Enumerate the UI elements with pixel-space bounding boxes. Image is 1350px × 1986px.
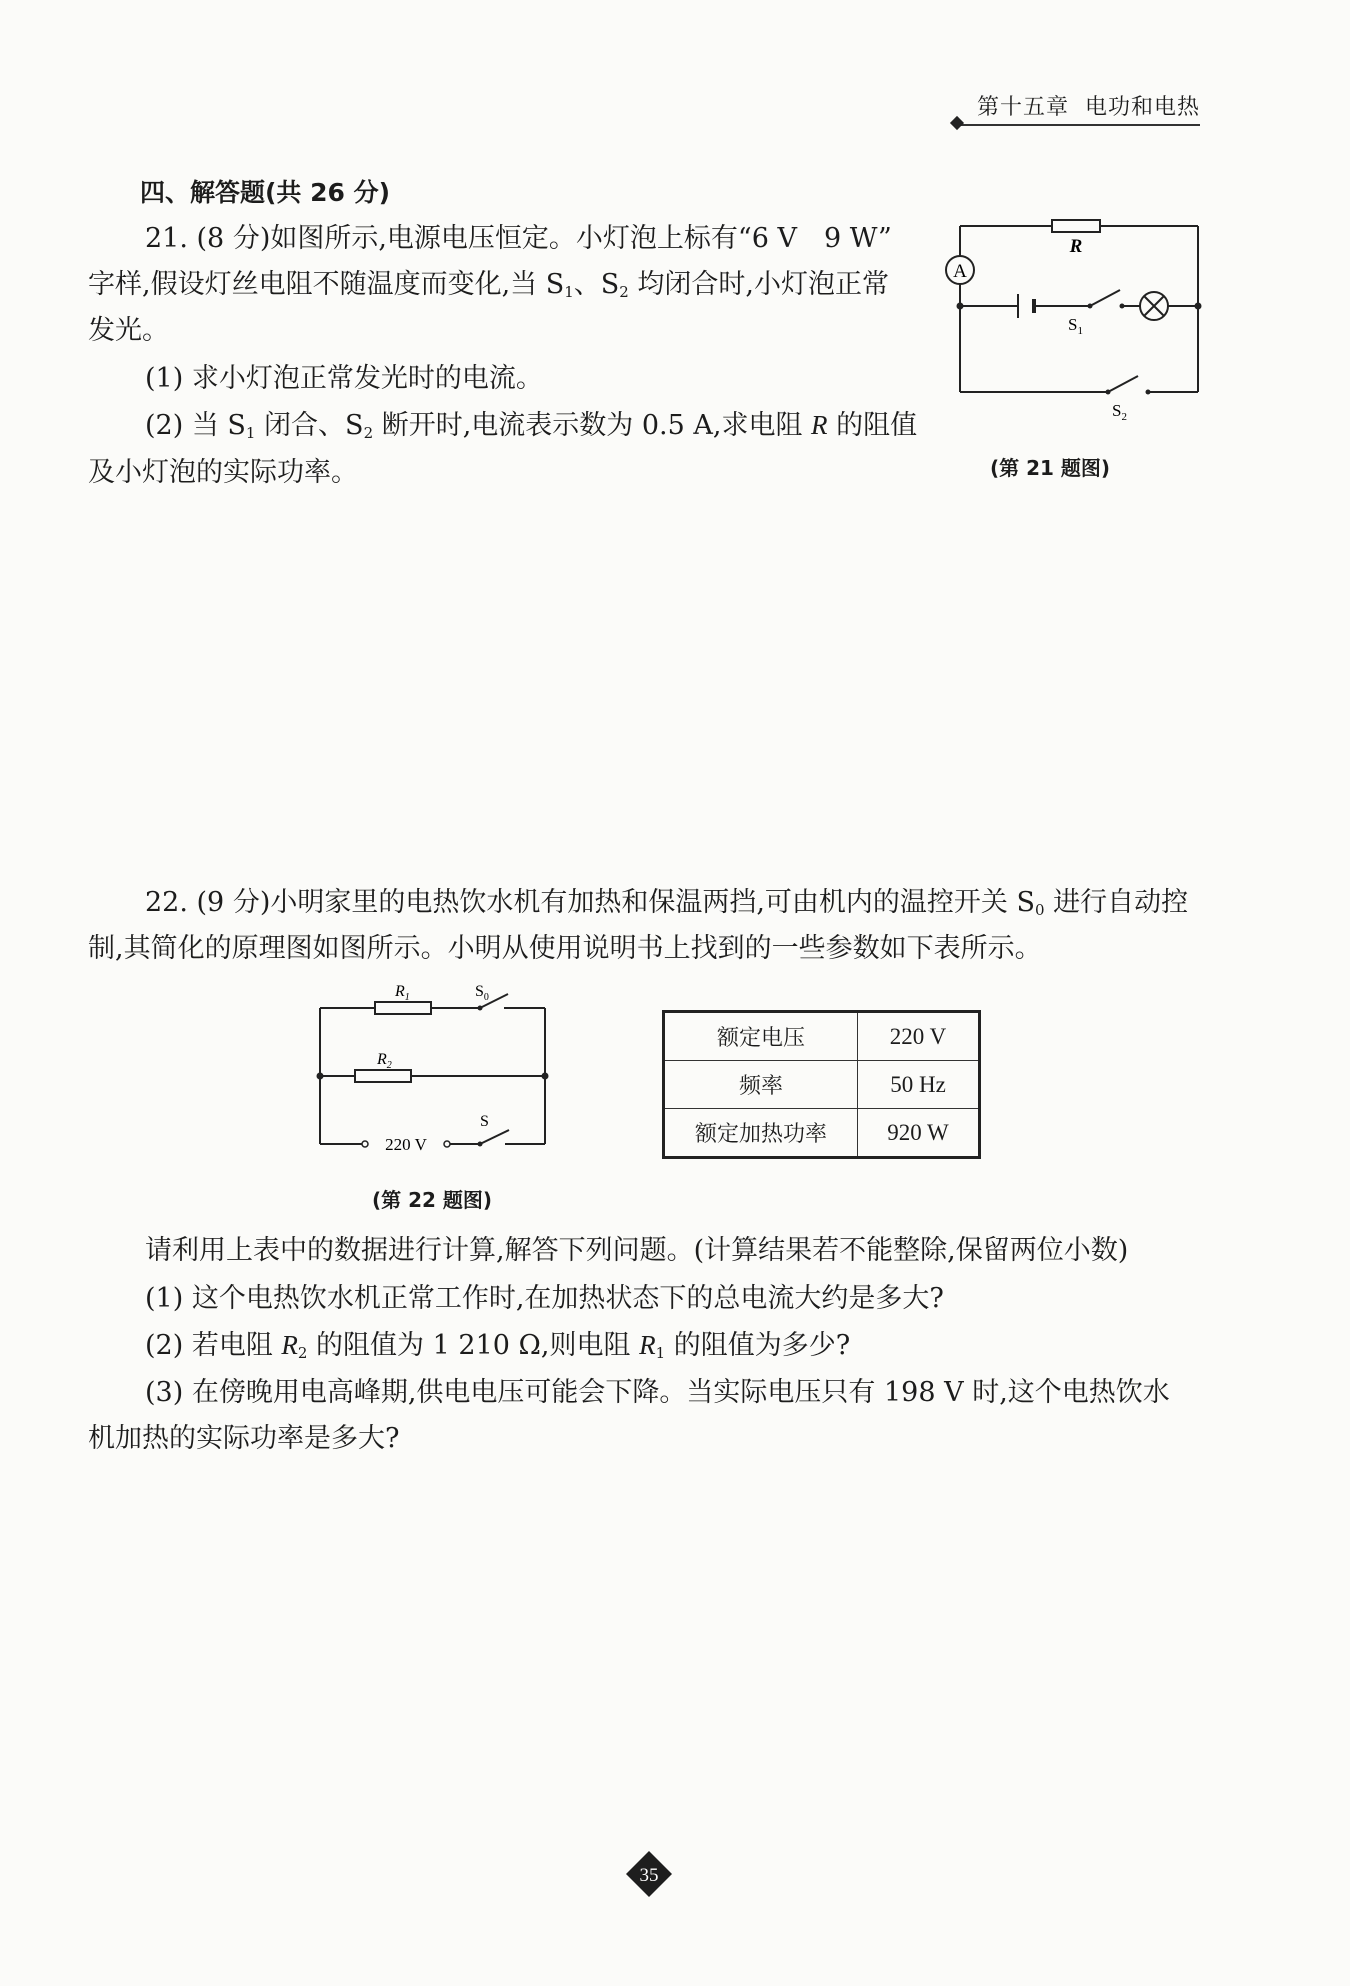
spec-value: 50 Hz	[858, 1061, 980, 1109]
spec-value: 920 W	[858, 1109, 980, 1158]
header-diamond-icon	[950, 116, 964, 130]
q22-intro: 请利用上表中的数据进行计算,解答下列问题。(计算结果若不能整除,保留两位小数)	[145, 1235, 1129, 1266]
ammeter-label: A	[953, 261, 967, 282]
switch-s1-label: $S_1$	[1068, 315, 1083, 337]
q22-figure-caption: (第 22 题图)	[372, 1188, 493, 1212]
q21-circuit-diagram	[940, 210, 1210, 430]
spec-table	[662, 1010, 981, 1159]
spec-key: 频率	[664, 1061, 858, 1109]
resistor-r-label: R	[1069, 236, 1083, 257]
q22-circuit-diagram	[305, 978, 565, 1158]
q21-line-3: 发光。	[88, 315, 169, 346]
spec-key: 额定加热功率	[664, 1109, 858, 1158]
chapter-topic: 电功和电热	[1084, 95, 1200, 120]
q21-line-2: 字样,假设灯丝电阻不随温度而变化,当 $S_1$、$S_2$ 均闭合时,小灯泡正常	[88, 269, 890, 301]
q22-part-3-cont: 机加热的实际功率是多大?	[88, 1423, 400, 1454]
q21-part-2: (2) 当 $S_1$ 闭合、$S_2$ 断开时,电流表示数为 0.5 A,求电阻 R 的阻值	[145, 410, 918, 442]
table-row	[664, 1061, 980, 1109]
r2-label: $R_2$	[377, 1051, 392, 1071]
s0-label: $S_0$	[475, 983, 489, 1003]
r1-label: $R_1$	[395, 983, 410, 1003]
terminal-right	[444, 1141, 450, 1147]
resistor-r2-symbol	[355, 1070, 411, 1082]
switch-s-blade	[480, 1130, 509, 1144]
spec-value: 220 V	[858, 1012, 980, 1061]
switch-s2-label: $S_2$	[1112, 401, 1127, 423]
voltage-label: 220 V	[385, 1135, 427, 1154]
table-row	[664, 1109, 980, 1158]
q21-part-2-cont: 及小灯泡的实际功率。	[88, 457, 358, 488]
q21-part-1: (1) 求小灯泡正常发光时的电流。	[145, 363, 543, 394]
page-number-badge	[625, 1850, 673, 1898]
s-label: S	[480, 1113, 489, 1130]
running-header	[977, 90, 1200, 121]
terminal-left	[362, 1141, 368, 1147]
q22-part-1: (1) 这个电热饮水机正常工作时,在加热状态下的总电流大约是多大?	[145, 1283, 944, 1314]
switch-s2-blade	[1108, 376, 1138, 392]
q21-line-1: 21. (8 分)如图所示,电源电压恒定。小灯泡上标有“6 V 9 W”	[145, 223, 892, 254]
q22-line-1: 22. (9 分)小明家里的电热饮水机有加热和保温两挡,可由机内的温控开关 $S_0$ 进行自动控	[145, 887, 1189, 919]
page-number: 35	[639, 1865, 659, 1886]
table-row	[664, 1012, 980, 1061]
header-rule	[960, 124, 1200, 126]
resistor-r1-symbol	[375, 1002, 431, 1014]
spec-key: 额定电压	[664, 1012, 858, 1061]
resistor-r-symbol	[1052, 220, 1100, 232]
q22-part-3: (3) 在傍晚用电高峰期,供电电压可能会下降。当实际电压只有 198 V 时,这个电热饮水	[145, 1377, 1170, 1408]
switch-s1-blade	[1090, 290, 1120, 306]
q21-figure-caption: (第 21 题图)	[990, 456, 1111, 480]
section-title: 四、解答题(共 26 分)	[140, 178, 391, 207]
q22-part-2: (2) 若电阻 $R_2$ 的阻值为 1 210 Ω,则电阻 $R_1$ 的阻值为多少?	[145, 1330, 851, 1362]
chapter-label: 第十五章	[976, 95, 1069, 120]
q22-line-2: 制,其简化的原理图如图所示。小明从使用说明书上找到的一些参数如下表所示。	[88, 933, 1042, 964]
